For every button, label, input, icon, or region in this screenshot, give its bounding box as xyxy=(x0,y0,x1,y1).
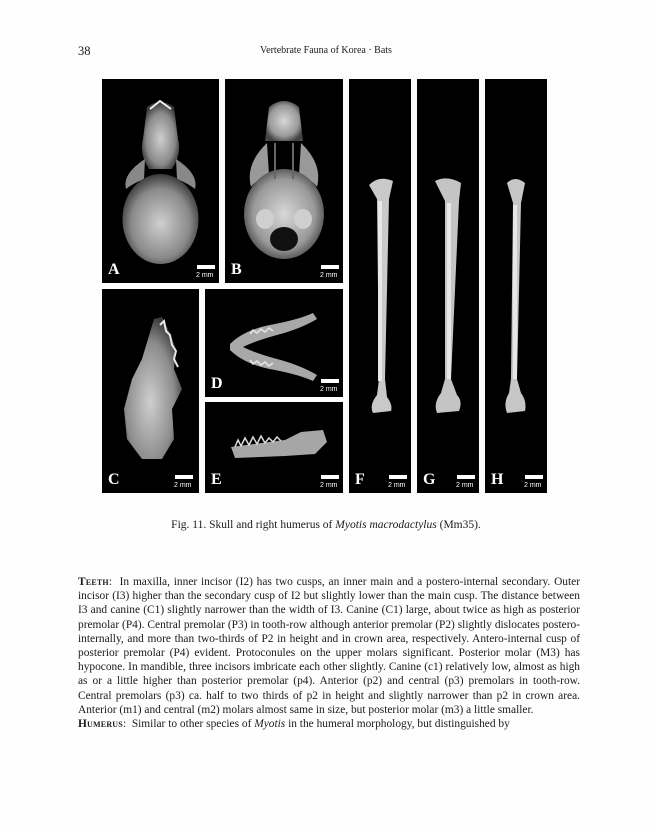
humerus-genus: Myotis xyxy=(254,718,286,731)
humerus-colon: : xyxy=(122,718,127,731)
scale-label-e: 2 mm xyxy=(320,482,338,489)
skull-lateral-image xyxy=(102,289,199,493)
humerus-h-image xyxy=(485,79,547,493)
teeth-colon: : xyxy=(108,576,112,588)
scale-label-g: 2 mm xyxy=(456,482,474,489)
skull-ventral-image xyxy=(225,79,343,283)
figure-panel-f xyxy=(349,79,411,493)
scale-label-c: 2 mm xyxy=(174,482,192,489)
running-head: Vertebrate Fauna of Korea · Bats xyxy=(260,45,392,56)
body-text xyxy=(78,575,580,731)
teeth-heading: Teeth xyxy=(78,576,109,588)
scale-label-h: 2 mm xyxy=(524,482,542,489)
figure-panel-h xyxy=(485,79,547,493)
figure-panel-g xyxy=(417,79,479,493)
figure-panel-a xyxy=(102,79,219,283)
panel-label-a: A xyxy=(108,261,120,278)
humerus-f-image xyxy=(349,79,411,493)
humerus-text-before: Similar to other species of xyxy=(131,718,255,731)
caption-prefix: Fig. 11. Skull and right humerus of xyxy=(171,519,336,531)
scale-bar-e xyxy=(321,475,339,479)
panel-label-e: E xyxy=(211,471,222,488)
humerus-g-image xyxy=(417,79,479,493)
mandible-lateral-image xyxy=(205,402,343,493)
humerus-text-after: in the humeral morphology, but distinguished by xyxy=(285,718,510,731)
figure-panel-c xyxy=(102,289,199,493)
figure-caption xyxy=(0,519,652,531)
scale-label-a: 2 mm xyxy=(196,272,214,279)
teeth-paragraph xyxy=(78,575,580,717)
figure-panel-d xyxy=(205,289,343,397)
page-number: 38 xyxy=(78,44,91,58)
panel-label-d: D xyxy=(211,375,223,392)
panel-label-h: H xyxy=(491,471,504,488)
scale-label-f: 2 mm xyxy=(388,482,406,489)
scale-bar-c xyxy=(175,475,193,479)
scale-bar-h xyxy=(525,475,543,479)
scale-bar-d xyxy=(321,379,339,383)
panel-label-c: C xyxy=(108,471,120,488)
scale-label-b: 2 mm xyxy=(320,272,338,279)
humerus-heading: Humerus xyxy=(78,718,123,731)
humerus-paragraph xyxy=(78,717,580,731)
skull-dorsal-image xyxy=(102,79,219,283)
scale-bar-a xyxy=(197,265,215,269)
panel-label-f: F xyxy=(355,471,365,488)
scale-label-d: 2 mm xyxy=(320,386,338,393)
figure-panel-b xyxy=(225,79,343,283)
caption-suffix: (Mm35). xyxy=(436,519,481,531)
caption-species: Myotis macrodactylus xyxy=(335,519,437,531)
panel-label-b: B xyxy=(231,261,242,278)
scale-bar-f xyxy=(389,475,407,479)
scale-bar-g xyxy=(457,475,475,479)
scale-bar-b xyxy=(321,265,339,269)
panel-label-g: G xyxy=(423,471,436,488)
figure-panel-e xyxy=(205,402,343,493)
teeth-text: In maxilla, inner incisor (I2) has two cusps, an inner main and a postero-internal secondary. Outer incisor (I3) higher than the secondary cusp of I2 but slightly lower than the main cusp. The distance between I3 and canine (C1) slightly narrower than the width of I3. Canine (C1) large, about twice as high as posterior premolar (P4). Central premolar (P3) in tooth-row although anterior premolar (P2) slightly dislocates postero-internally, and more than two-thirds of P2 in height and in crown area, respectively. Antero-internal cusp of posterior premolar (P4) evident. Protoconules on the upper molars significant. Posterior molar (M3) has hypocone. In mandible, three incisors imbricate each other slightly. Canine (c1) relatively low, almost as high as or a little higher than posterior premolar (p4). Anterior (p2) and central (p3) premolars in tooth-row. Central premolars (p3) ca. half to two thirds of p2 in height and slightly narrower than p2 in crown area. Anterior (m1) and central (m2) molars almost same in size, but posterior molar (m3) a little smaller. xyxy=(78,576,581,716)
